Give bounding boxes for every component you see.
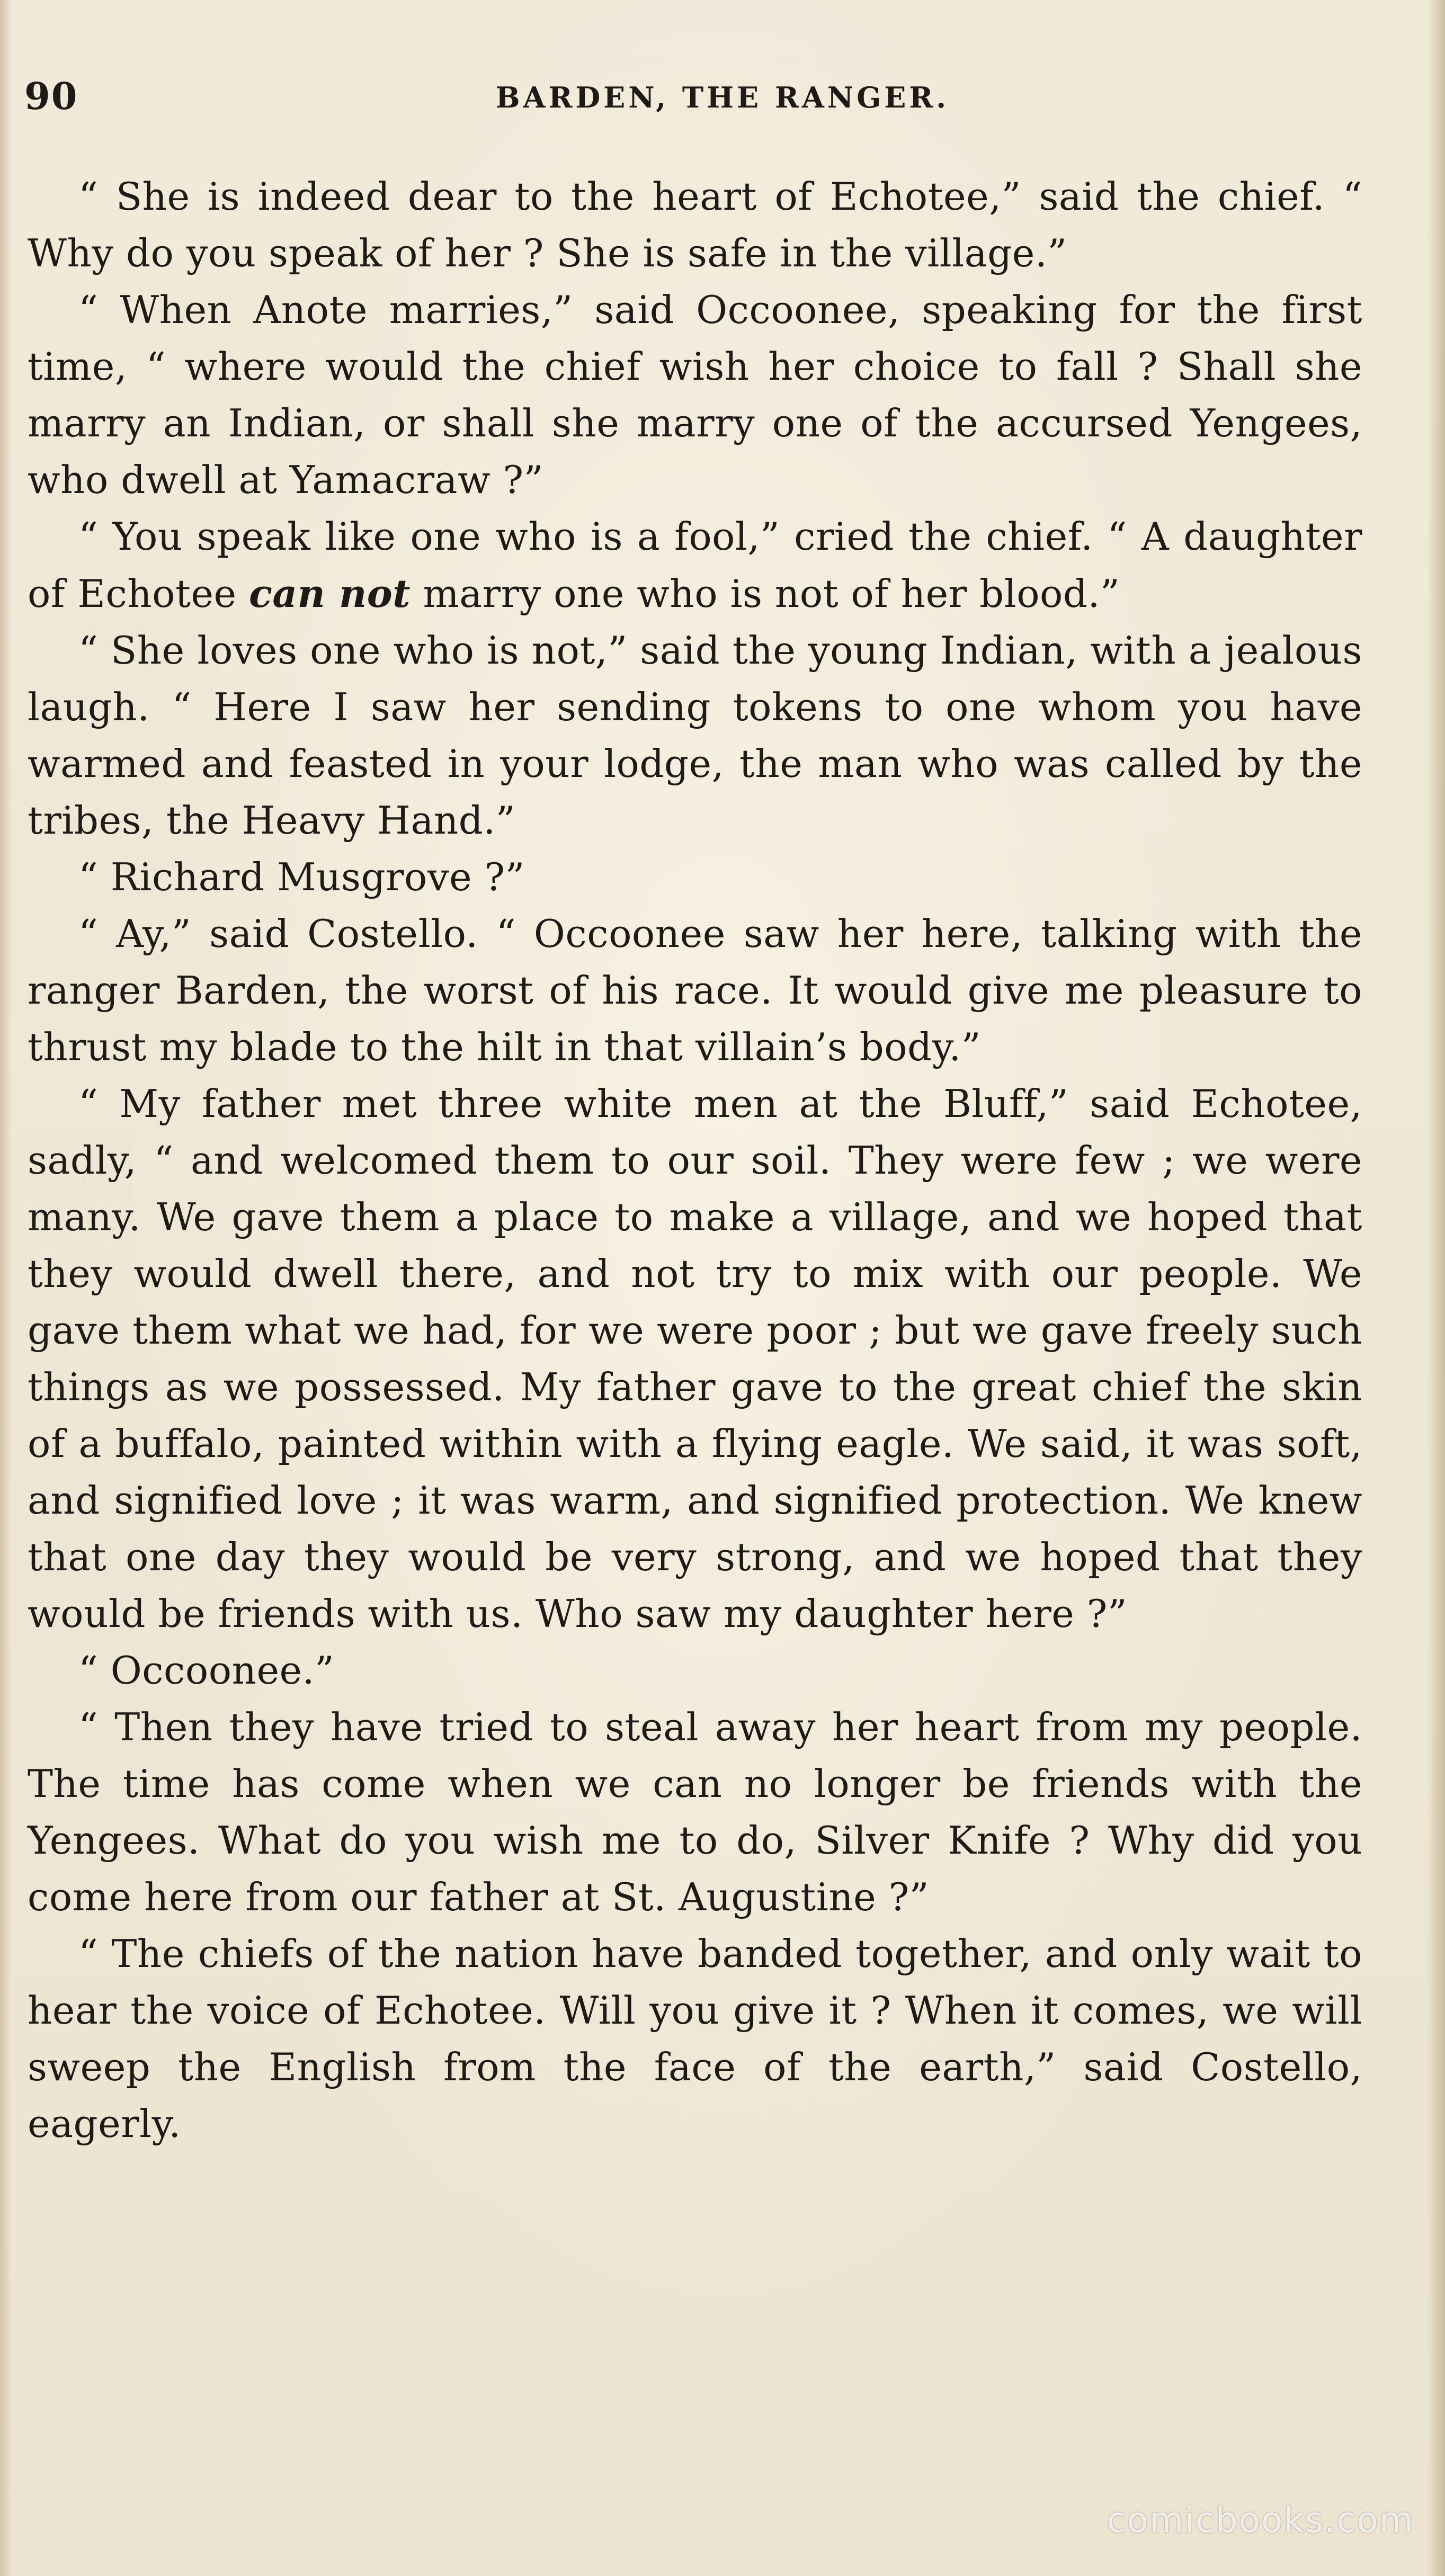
paragraph-6: “ Ay,” said Costello. “ Occoonee saw her here, talking with the ranger Barden, the worst of his race. It would give me pleasure to thrust my blade to the hilt in that villain’s body.” xyxy=(28,911,1362,1069)
page-number: 90 xyxy=(24,74,78,118)
page-edge-left xyxy=(0,0,12,2576)
emphasis-can-not: can not xyxy=(249,571,411,616)
paragraph-2: “ When Anote marries,” said Occoonee, speaking for the first time, “ where would the chief wish her choice to fall ? Shall she marry an Indian, or shall she marry one of the accursed Yengees, who dwell at Yamacraw ?” xyxy=(28,288,1362,502)
running-title: BARDEN, THE RANGER. xyxy=(495,80,950,114)
paragraph-9: “ Then they have tried to steal away her heart from my people. The time has come when we can no longer be friends with the Yengees. What do you wish me to do, Silver Knife ? Why did you come here from our father at St. Augustine ?” xyxy=(28,1705,1362,1919)
paragraph-3-tail: marry one who is not of her blood.” xyxy=(411,571,1120,616)
body-text xyxy=(28,168,1362,2152)
paragraph-3 xyxy=(28,508,1362,622)
paragraph-8: “ Occoonee.” xyxy=(78,1648,335,1693)
paragraph-10: “ The chiefs of the nation have banded together, and only wait to hear the voice of Echotee. Will you give it ? When it comes, we will sweep the English from the face of the earth,” said Costello, eagerly. xyxy=(28,1931,1362,2146)
paragraph-3-lead: “ You speak like one who is a fool,” cried the chief. “ A daughter of Echotee xyxy=(28,514,1362,616)
page-edge-right xyxy=(1427,0,1445,2576)
paragraph-1: “ She is indeed dear to the heart of Echotee,” said the chief. “ Why do you speak of her ? She is safe in the village.” xyxy=(28,174,1362,275)
watermark: comicbooks.com xyxy=(1107,2500,1414,2541)
paragraph-5: “ Richard Musgrove ?” xyxy=(78,855,525,899)
paragraph-7: “ My father met three white men at the Bluff,” said Echotee, sadly, “ and welcomed them to our soil. They were few ; we were many. We gave them a place to make a village, and we hoped that they would dwell there, and not try to mix with our people. We gave them what we had, for we were poor ; but we gave freely such things as we possessed. My father gave to the great chief the skin of a buffalo, painted within with a flying eagle. We said, it was soft, and signified love ; it was warm, and signified protection. We knew that one day they would be very strong, and we hoped that they would be friends with us. Who saw my daughter here ?” xyxy=(28,1081,1362,1636)
paragraph-4: “ She loves one who is not,” said the young Indian, with a jealous laugh. “ Here I saw her sending tokens to one whom you have warmed and feasted in your lodge, the man who was called by the tribes, the Heavy Hand.” xyxy=(28,628,1362,843)
